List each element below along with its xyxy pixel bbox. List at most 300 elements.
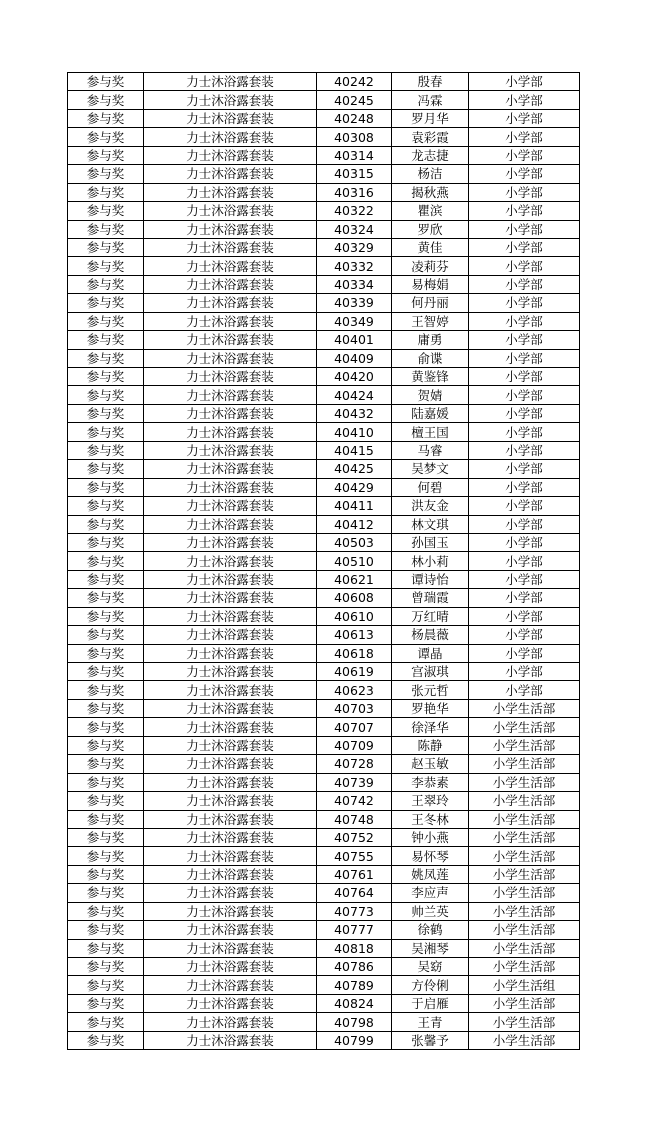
- table-row: [68, 589, 580, 607]
- prize-cell: 力士沐浴露套装: [144, 589, 317, 607]
- award-cell: 参与奖: [68, 73, 144, 91]
- award-cell: 参与奖: [68, 404, 144, 422]
- award-cell: 参与奖: [68, 146, 144, 164]
- id-cell: 40349: [317, 312, 392, 330]
- department-cell: 小学部: [469, 146, 580, 164]
- id-cell: 40748: [317, 810, 392, 828]
- award-cell: 参与奖: [68, 533, 144, 551]
- prize-cell: 力士沐浴露套装: [144, 736, 317, 754]
- table-row: [68, 921, 580, 939]
- prize-cell: 力士沐浴露套装: [144, 828, 317, 846]
- table-row: [68, 146, 580, 164]
- table-row: [68, 681, 580, 699]
- id-cell: 40621: [317, 570, 392, 588]
- id-cell: 40410: [317, 423, 392, 441]
- department-cell: 小学部: [469, 589, 580, 607]
- table-row: [68, 1013, 580, 1031]
- department-cell: 小学部: [469, 202, 580, 220]
- department-cell: 小学生活部: [469, 718, 580, 736]
- table-row: [68, 91, 580, 109]
- department-cell: 小学部: [469, 497, 580, 515]
- award-cell: 参与奖: [68, 109, 144, 127]
- table-row: [68, 1031, 580, 1049]
- table-row: [68, 736, 580, 754]
- name-cell: 徐泽华: [392, 718, 469, 736]
- name-cell: 张馨予: [392, 1031, 469, 1049]
- prize-cell: 力士沐浴露套装: [144, 91, 317, 109]
- name-cell: 何碧: [392, 478, 469, 496]
- award-cell: 参与奖: [68, 238, 144, 256]
- department-cell: 小学部: [469, 644, 580, 662]
- id-cell: 40764: [317, 884, 392, 902]
- table-row: [68, 331, 580, 349]
- prize-cell: 力士沐浴露套装: [144, 404, 317, 422]
- table-row: [68, 497, 580, 515]
- award-cell: 参与奖: [68, 699, 144, 717]
- award-cell: 参与奖: [68, 128, 144, 146]
- table-row: [68, 884, 580, 902]
- prize-cell: 力士沐浴露套装: [144, 460, 317, 478]
- award-cell: 参与奖: [68, 460, 144, 478]
- table-row: [68, 73, 580, 91]
- name-cell: 冯霖: [392, 91, 469, 109]
- prize-cell: 力士沐浴露套装: [144, 478, 317, 496]
- prize-cell: 力士沐浴露套装: [144, 73, 317, 91]
- department-cell: 小学部: [469, 441, 580, 459]
- table-row: [68, 865, 580, 883]
- prize-cell: 力士沐浴露套装: [144, 699, 317, 717]
- department-cell: 小学生活部: [469, 773, 580, 791]
- name-cell: 李应声: [392, 884, 469, 902]
- id-cell: 40777: [317, 921, 392, 939]
- award-cell: 参与奖: [68, 91, 144, 109]
- table-row: [68, 644, 580, 662]
- id-cell: 40412: [317, 515, 392, 533]
- id-cell: 40789: [317, 976, 392, 994]
- department-cell: 小学生活部: [469, 847, 580, 865]
- id-cell: 40728: [317, 755, 392, 773]
- prize-cell: 力士沐浴露套装: [144, 792, 317, 810]
- table-row: [68, 847, 580, 865]
- table-row: [68, 902, 580, 920]
- department-cell: 小学生活部: [469, 699, 580, 717]
- name-cell: 林文琪: [392, 515, 469, 533]
- award-cell: 参与奖: [68, 810, 144, 828]
- name-cell: 李恭素: [392, 773, 469, 791]
- prize-list-table: [67, 72, 580, 1050]
- name-cell: 何丹丽: [392, 294, 469, 312]
- prize-cell: 力士沐浴露套装: [144, 312, 317, 330]
- name-cell: 罗欣: [392, 220, 469, 238]
- prize-cell: 力士沐浴露套装: [144, 607, 317, 625]
- award-cell: 参与奖: [68, 865, 144, 883]
- id-cell: 40424: [317, 386, 392, 404]
- prize-cell: 力士沐浴露套装: [144, 238, 317, 256]
- name-cell: 张元哲: [392, 681, 469, 699]
- award-cell: 参与奖: [68, 994, 144, 1012]
- department-cell: 小学部: [469, 460, 580, 478]
- department-cell: 小学部: [469, 478, 580, 496]
- prize-cell: 力士沐浴露套装: [144, 331, 317, 349]
- department-cell: 小学生活部: [469, 755, 580, 773]
- name-cell: 陆嘉媛: [392, 404, 469, 422]
- id-cell: 40420: [317, 368, 392, 386]
- prize-cell: 力士沐浴露套装: [144, 349, 317, 367]
- table-row: [68, 441, 580, 459]
- department-cell: 小学部: [469, 294, 580, 312]
- prize-cell: 力士沐浴露套装: [144, 497, 317, 515]
- id-cell: 40799: [317, 1031, 392, 1049]
- id-cell: 40415: [317, 441, 392, 459]
- prize-cell: 力士沐浴露套装: [144, 681, 317, 699]
- id-cell: 40334: [317, 275, 392, 293]
- award-cell: 参与奖: [68, 736, 144, 754]
- table-row: [68, 663, 580, 681]
- department-cell: 小学部: [469, 423, 580, 441]
- prize-cell: 力士沐浴露套装: [144, 368, 317, 386]
- id-cell: 40432: [317, 404, 392, 422]
- name-cell: 徐鹤: [392, 921, 469, 939]
- id-cell: 40709: [317, 736, 392, 754]
- department-cell: 小学部: [469, 220, 580, 238]
- prize-cell: 力士沐浴露套装: [144, 552, 317, 570]
- department-cell: 小学部: [469, 238, 580, 256]
- name-cell: 吴湘琴: [392, 939, 469, 957]
- id-cell: 40411: [317, 497, 392, 515]
- award-cell: 参与奖: [68, 773, 144, 791]
- prize-cell: 力士沐浴露套装: [144, 533, 317, 551]
- table-row: [68, 109, 580, 127]
- id-cell: 40425: [317, 460, 392, 478]
- id-cell: 40786: [317, 958, 392, 976]
- department-cell: 小学部: [469, 626, 580, 644]
- department-cell: 小学生活部: [469, 884, 580, 902]
- department-cell: 小学部: [469, 570, 580, 588]
- id-cell: 40332: [317, 257, 392, 275]
- table-row: [68, 460, 580, 478]
- department-cell: 小学生活部: [469, 792, 580, 810]
- award-cell: 参与奖: [68, 1031, 144, 1049]
- name-cell: 吴窈: [392, 958, 469, 976]
- prize-cell: 力士沐浴露套装: [144, 755, 317, 773]
- prize-cell: 力士沐浴露套装: [144, 994, 317, 1012]
- table-row: [68, 718, 580, 736]
- table-row: [68, 238, 580, 256]
- prize-list-body: [68, 73, 580, 1050]
- prize-cell: 力士沐浴露套装: [144, 773, 317, 791]
- award-cell: 参与奖: [68, 331, 144, 349]
- prize-cell: 力士沐浴露套装: [144, 884, 317, 902]
- id-cell: 40707: [317, 718, 392, 736]
- department-cell: 小学部: [469, 681, 580, 699]
- id-cell: 40608: [317, 589, 392, 607]
- id-cell: 40510: [317, 552, 392, 570]
- table-row: [68, 699, 580, 717]
- award-cell: 参与奖: [68, 183, 144, 201]
- name-cell: 瞿滨: [392, 202, 469, 220]
- award-cell: 参与奖: [68, 478, 144, 496]
- department-cell: 小学部: [469, 165, 580, 183]
- name-cell: 方伶俐: [392, 976, 469, 994]
- name-cell: 揭秋燕: [392, 183, 469, 201]
- award-cell: 参与奖: [68, 275, 144, 293]
- award-cell: 参与奖: [68, 644, 144, 662]
- department-cell: 小学部: [469, 607, 580, 625]
- id-cell: 40248: [317, 109, 392, 127]
- department-cell: 小学生活部: [469, 902, 580, 920]
- department-cell: 小学生活部: [469, 736, 580, 754]
- id-cell: 40245: [317, 91, 392, 109]
- department-cell: 小学生活部: [469, 828, 580, 846]
- department-cell: 小学部: [469, 515, 580, 533]
- department-cell: 小学生活部: [469, 921, 580, 939]
- award-cell: 参与奖: [68, 441, 144, 459]
- name-cell: 吴梦文: [392, 460, 469, 478]
- department-cell: 小学部: [469, 73, 580, 91]
- id-cell: 40761: [317, 865, 392, 883]
- prize-cell: 力士沐浴露套装: [144, 386, 317, 404]
- award-cell: 参与奖: [68, 792, 144, 810]
- name-cell: 杨晨薇: [392, 626, 469, 644]
- table-row: [68, 257, 580, 275]
- prize-cell: 力士沐浴露套装: [144, 644, 317, 662]
- name-cell: 易怀琴: [392, 847, 469, 865]
- department-cell: 小学部: [469, 183, 580, 201]
- award-cell: 参与奖: [68, 847, 144, 865]
- id-cell: 40619: [317, 663, 392, 681]
- table-row: [68, 607, 580, 625]
- name-cell: 马睿: [392, 441, 469, 459]
- id-cell: 40316: [317, 183, 392, 201]
- award-cell: 参与奖: [68, 423, 144, 441]
- id-cell: 40401: [317, 331, 392, 349]
- department-cell: 小学部: [469, 386, 580, 404]
- award-cell: 参与奖: [68, 220, 144, 238]
- prize-cell: 力士沐浴露套装: [144, 570, 317, 588]
- id-cell: 40742: [317, 792, 392, 810]
- award-cell: 参与奖: [68, 515, 144, 533]
- id-cell: 40613: [317, 626, 392, 644]
- prize-cell: 力士沐浴露套装: [144, 294, 317, 312]
- id-cell: 40618: [317, 644, 392, 662]
- id-cell: 40610: [317, 607, 392, 625]
- table-row: [68, 755, 580, 773]
- award-cell: 参与奖: [68, 312, 144, 330]
- prize-cell: 力士沐浴露套装: [144, 921, 317, 939]
- award-cell: 参与奖: [68, 958, 144, 976]
- name-cell: 孙国玉: [392, 533, 469, 551]
- award-cell: 参与奖: [68, 497, 144, 515]
- prize-cell: 力士沐浴露套装: [144, 810, 317, 828]
- name-cell: 杨洁: [392, 165, 469, 183]
- table-row: [68, 404, 580, 422]
- id-cell: 40798: [317, 1013, 392, 1031]
- name-cell: 罗艳华: [392, 699, 469, 717]
- name-cell: 于启雁: [392, 994, 469, 1012]
- id-cell: 40308: [317, 128, 392, 146]
- table-row: [68, 570, 580, 588]
- department-cell: 小学生活部: [469, 1013, 580, 1031]
- name-cell: 谭晶: [392, 644, 469, 662]
- prize-cell: 力士沐浴露套装: [144, 146, 317, 164]
- name-cell: 王青: [392, 1013, 469, 1031]
- award-cell: 参与奖: [68, 368, 144, 386]
- prize-cell: 力士沐浴露套装: [144, 976, 317, 994]
- department-cell: 小学部: [469, 663, 580, 681]
- id-cell: 40429: [317, 478, 392, 496]
- table-row: [68, 976, 580, 994]
- award-cell: 参与奖: [68, 294, 144, 312]
- award-cell: 参与奖: [68, 902, 144, 920]
- department-cell: 小学生活部: [469, 939, 580, 957]
- award-cell: 参与奖: [68, 552, 144, 570]
- prize-cell: 力士沐浴露套装: [144, 109, 317, 127]
- id-cell: 40503: [317, 533, 392, 551]
- id-cell: 40755: [317, 847, 392, 865]
- department-cell: 小学部: [469, 349, 580, 367]
- name-cell: 陈静: [392, 736, 469, 754]
- id-cell: 40623: [317, 681, 392, 699]
- name-cell: 凌莉芬: [392, 257, 469, 275]
- table-row: [68, 294, 580, 312]
- award-cell: 参与奖: [68, 681, 144, 699]
- department-cell: 小学部: [469, 331, 580, 349]
- department-cell: 小学生活部: [469, 810, 580, 828]
- prize-cell: 力士沐浴露套装: [144, 257, 317, 275]
- award-cell: 参与奖: [68, 718, 144, 736]
- award-cell: 参与奖: [68, 589, 144, 607]
- name-cell: 袁彩霞: [392, 128, 469, 146]
- award-cell: 参与奖: [68, 165, 144, 183]
- department-cell: 小学生活部: [469, 994, 580, 1012]
- department-cell: 小学生活部: [469, 958, 580, 976]
- id-cell: 40242: [317, 73, 392, 91]
- department-cell: 小学部: [469, 404, 580, 422]
- table-row: [68, 773, 580, 791]
- award-cell: 参与奖: [68, 755, 144, 773]
- prize-cell: 力士沐浴露套装: [144, 865, 317, 883]
- id-cell: 40409: [317, 349, 392, 367]
- prize-cell: 力士沐浴露套装: [144, 1013, 317, 1031]
- department-cell: 小学部: [469, 533, 580, 551]
- id-cell: 40739: [317, 773, 392, 791]
- table-row: [68, 515, 580, 533]
- id-cell: 40752: [317, 828, 392, 846]
- id-cell: 40322: [317, 202, 392, 220]
- department-cell: 小学部: [469, 552, 580, 570]
- id-cell: 40824: [317, 994, 392, 1012]
- prize-cell: 力士沐浴露套装: [144, 128, 317, 146]
- award-cell: 参与奖: [68, 663, 144, 681]
- department-cell: 小学部: [469, 128, 580, 146]
- table-row: [68, 202, 580, 220]
- prize-cell: 力士沐浴露套装: [144, 423, 317, 441]
- name-cell: 龙志捷: [392, 146, 469, 164]
- table-row: [68, 626, 580, 644]
- award-cell: 参与奖: [68, 921, 144, 939]
- award-cell: 参与奖: [68, 828, 144, 846]
- name-cell: 易梅娟: [392, 275, 469, 293]
- table-row: [68, 810, 580, 828]
- id-cell: 40314: [317, 146, 392, 164]
- award-cell: 参与奖: [68, 939, 144, 957]
- prize-cell: 力士沐浴露套装: [144, 165, 317, 183]
- id-cell: 40324: [317, 220, 392, 238]
- name-cell: 俞谍: [392, 349, 469, 367]
- name-cell: 万红晴: [392, 607, 469, 625]
- name-cell: 贺婧: [392, 386, 469, 404]
- prize-cell: 力士沐浴露套装: [144, 847, 317, 865]
- award-cell: 参与奖: [68, 386, 144, 404]
- award-cell: 参与奖: [68, 607, 144, 625]
- id-cell: 40818: [317, 939, 392, 957]
- id-cell: 40773: [317, 902, 392, 920]
- table-row: [68, 958, 580, 976]
- prize-cell: 力士沐浴露套装: [144, 441, 317, 459]
- prize-cell: 力士沐浴露套装: [144, 515, 317, 533]
- prize-cell: 力士沐浴露套装: [144, 275, 317, 293]
- table-row: [68, 423, 580, 441]
- department-cell: 小学部: [469, 312, 580, 330]
- prize-cell: 力士沐浴露套装: [144, 939, 317, 957]
- name-cell: 王翠玲: [392, 792, 469, 810]
- id-cell: 40339: [317, 294, 392, 312]
- table-row: [68, 183, 580, 201]
- name-cell: 殷春: [392, 73, 469, 91]
- prize-cell: 力士沐浴露套装: [144, 902, 317, 920]
- name-cell: 罗月华: [392, 109, 469, 127]
- department-cell: 小学生活部: [469, 1031, 580, 1049]
- name-cell: 赵玉敏: [392, 755, 469, 773]
- prize-cell: 力士沐浴露套装: [144, 663, 317, 681]
- award-cell: 参与奖: [68, 1013, 144, 1031]
- prize-cell: 力士沐浴露套装: [144, 202, 317, 220]
- name-cell: 王冬林: [392, 810, 469, 828]
- table-row: [68, 368, 580, 386]
- prize-cell: 力士沐浴露套装: [144, 626, 317, 644]
- department-cell: 小学生活部: [469, 865, 580, 883]
- id-cell: 40703: [317, 699, 392, 717]
- table-row: [68, 994, 580, 1012]
- table-row: [68, 828, 580, 846]
- table-row: [68, 386, 580, 404]
- award-cell: 参与奖: [68, 349, 144, 367]
- department-cell: 小学生活组: [469, 976, 580, 994]
- prize-cell: 力士沐浴露套装: [144, 718, 317, 736]
- prize-cell: 力士沐浴露套装: [144, 220, 317, 238]
- name-cell: 曾瑞霞: [392, 589, 469, 607]
- table-row: [68, 220, 580, 238]
- name-cell: 钟小燕: [392, 828, 469, 846]
- table-row: [68, 349, 580, 367]
- name-cell: 帅兰英: [392, 902, 469, 920]
- table-row: [68, 533, 580, 551]
- table-row: [68, 792, 580, 810]
- table-row: [68, 939, 580, 957]
- name-cell: 庸勇: [392, 331, 469, 349]
- name-cell: 洪友金: [392, 497, 469, 515]
- award-cell: 参与奖: [68, 202, 144, 220]
- table-row: [68, 128, 580, 146]
- name-cell: 林小莉: [392, 552, 469, 570]
- department-cell: 小学部: [469, 257, 580, 275]
- name-cell: 黄佳: [392, 238, 469, 256]
- table-row: [68, 275, 580, 293]
- award-cell: 参与奖: [68, 884, 144, 902]
- award-cell: 参与奖: [68, 570, 144, 588]
- name-cell: 姚凤莲: [392, 865, 469, 883]
- prize-cell: 力士沐浴露套装: [144, 958, 317, 976]
